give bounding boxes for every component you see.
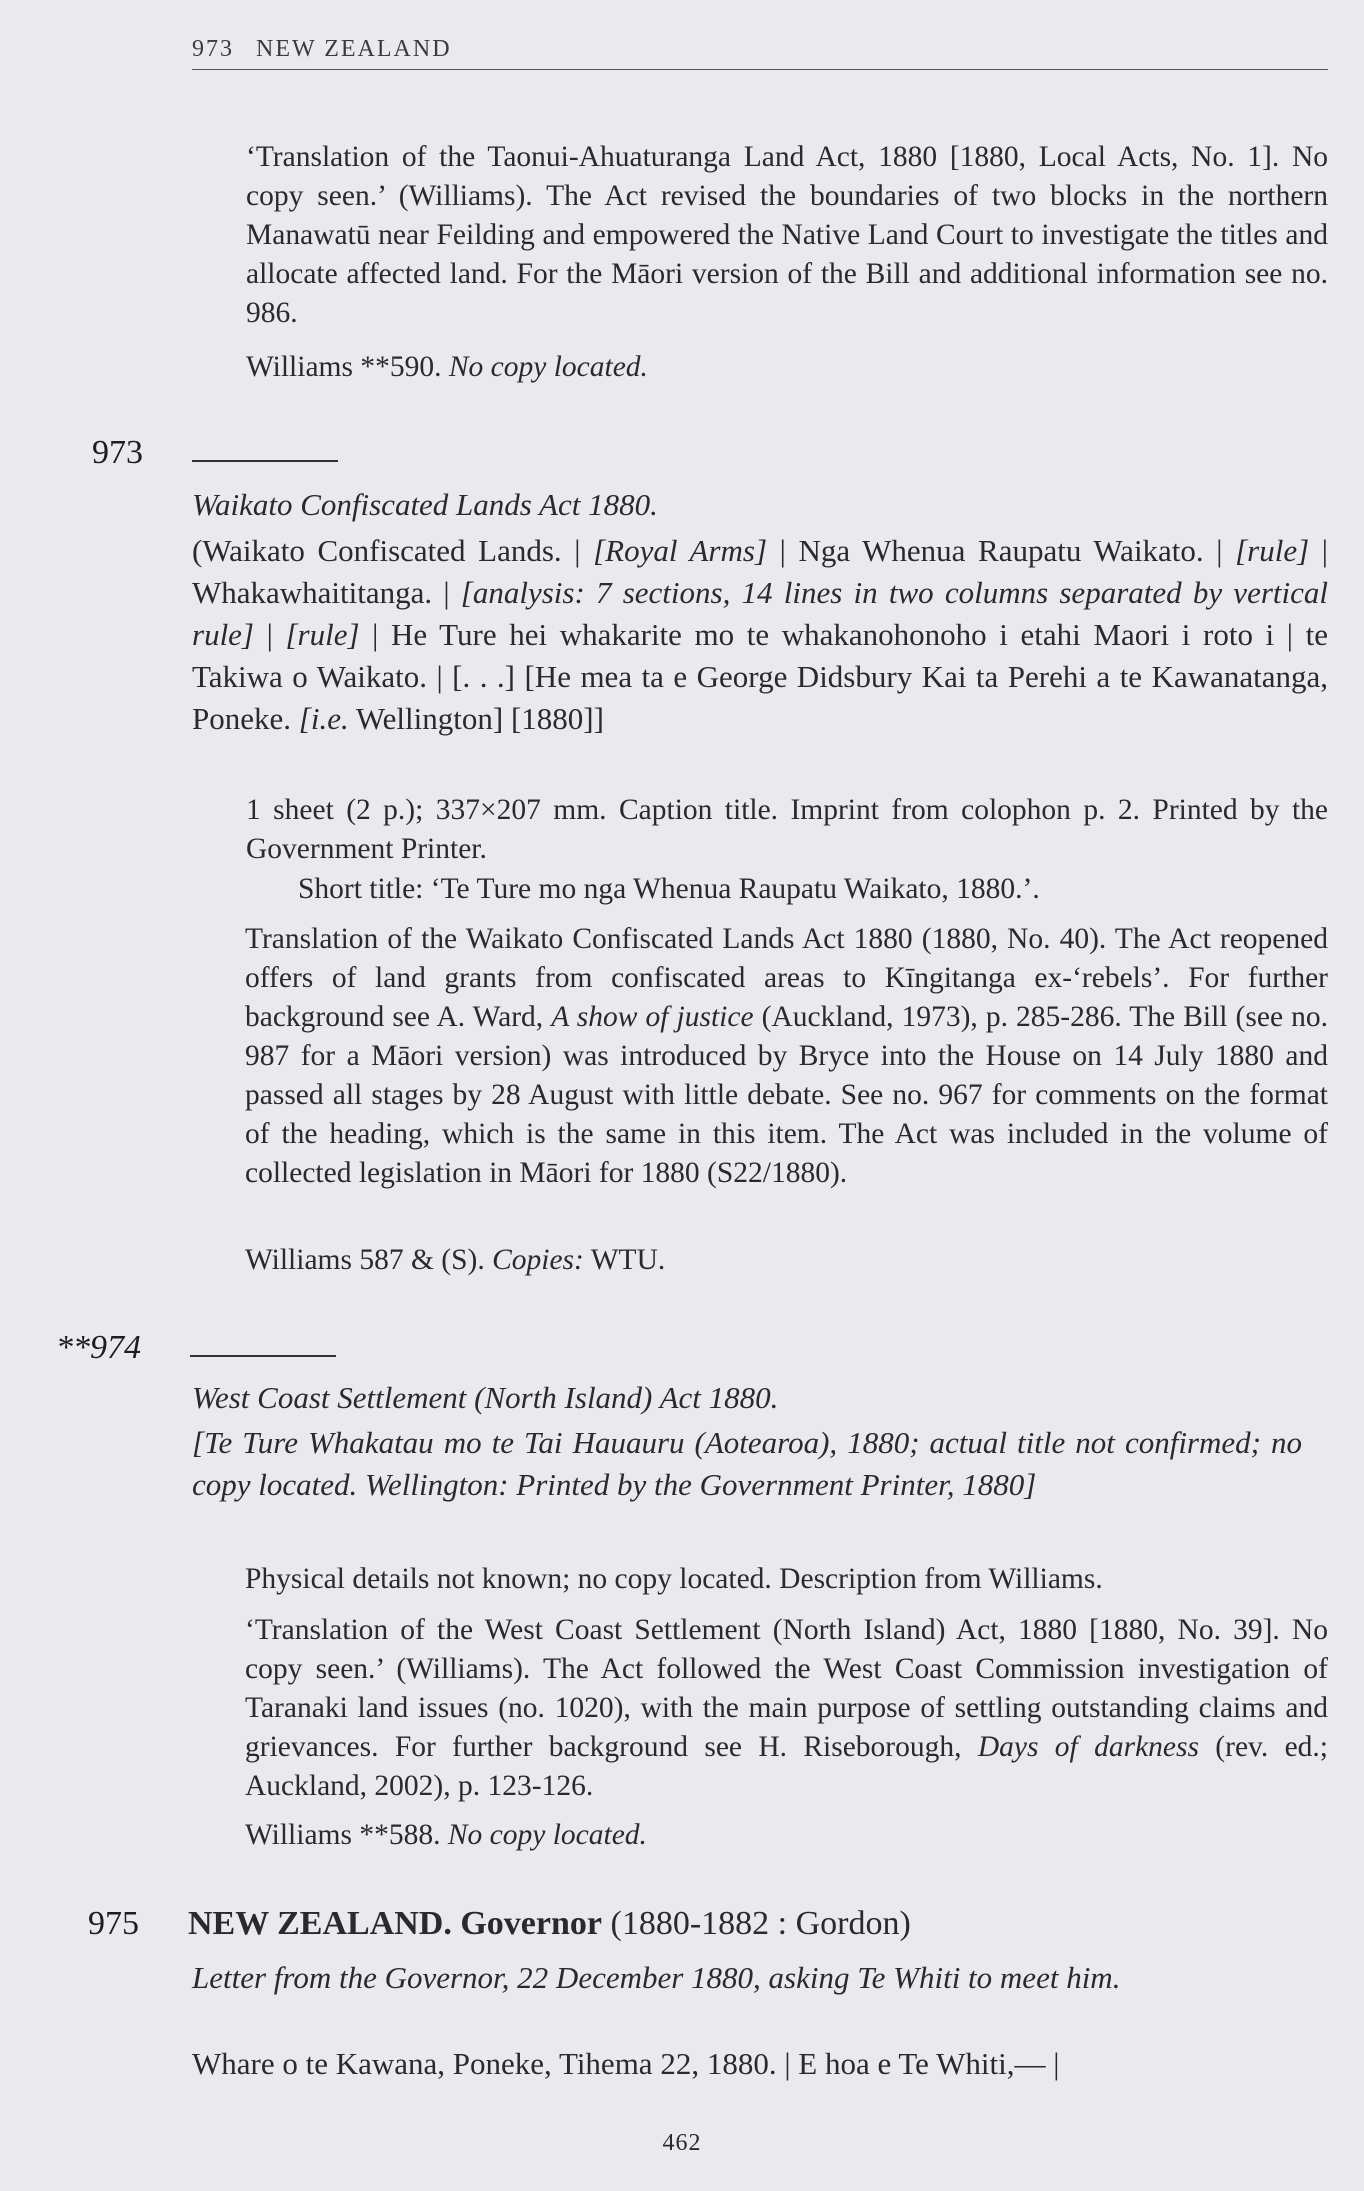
prev-entry-note: ‘Translation of the Taonui-Ahuaturanga Land Act, 1880 [1880, Local Acts, No. 1]. No copy seen.’ (Williams). The Act revised the boundaries of two blocks in the northern Manawatū near Feilding and empowered the Native Land Court to investigate the titles and allocate affected land. For the Māori version of the Bill and additional information see no. 986. xyxy=(246,141,1328,329)
prev-entry-ref-plain: Williams **590. xyxy=(246,351,442,383)
entry-973-title: Waikato Confiscated Lands Act 1880. xyxy=(192,487,658,522)
entry-973-transcription-segment: (Waikato Confiscated Lands. | xyxy=(192,533,594,568)
entry-974-note-segment: ‘Translation of the West Coast Settlement (North Island) Act, 1880 [1880, No. 39]. No copy seen.’ (Williams). The Act followed the West Coast Commission investigation of Taranaki land issues (no. 1020), with the main purpose of settling outstanding claims and grievances. For further background see H. Riseborough, xyxy=(245,1614,1328,1763)
entry-975-heading-bold: NEW ZEALAND. Governor xyxy=(188,1905,602,1942)
entry-974-transcription: [Te Ture Whakatau mo te Tai Hauauru (Aotearoa), 1880; actual title not confirmed; no copy located. Wellington: Printed by the Government Printer, 1880] xyxy=(192,1425,1302,1502)
prev-entry-reference xyxy=(246,348,1328,387)
entry-973-transcription-segment: [i.e. xyxy=(298,701,349,736)
entry-973-transcription-segment: | xyxy=(254,617,286,652)
entry-973-note-segment: Translation of the Waikato Confiscated Lands Act 1880 (1880, No. 40). The Act reopened offers of land grants from confiscated areas to Kīngitanga ex-‘rebels’. For further background see A. Ward, xyxy=(245,923,1328,1033)
entry-973-note-segment: A show of justice xyxy=(551,1001,754,1033)
entry-974-note-segment: (rev. ed.; Auckland, 2002), p. 123-126. xyxy=(245,1731,1329,1802)
entry-number-973: 973 xyxy=(92,434,143,471)
entry-974-ref-italic: No copy located. xyxy=(447,1819,647,1851)
running-head-title: NEW ZEALAND xyxy=(256,36,452,62)
entry-973-transcription-segment: | Whakawhaititanga. | xyxy=(192,533,1329,610)
entry-973-ref-plain: Williams 587 & (S). xyxy=(245,1244,485,1276)
entry-974-ref-plain: Williams **588. xyxy=(245,1819,441,1851)
entry-975-title: Letter from the Governor, 22 December 1880, asking Te Whiti to meet him. xyxy=(192,1960,1121,1995)
entry-973-physical: 1 sheet (2 p.); 337×207 mm. Caption title. Imprint from colophon p. 2. Printed by the Government Printer. xyxy=(246,794,1328,865)
entry-number-974: **974 xyxy=(56,1329,141,1366)
entry-number-975: 975 xyxy=(88,1905,139,1942)
entry-974-reference xyxy=(245,1816,1328,1855)
entry-973-transcription-segment: Wellington] [1880]] xyxy=(348,701,604,736)
entry-973-short-title: Short title: ‘Te Ture mo nga Whenua Raupatu Waikato, 1880.’. xyxy=(298,873,1040,905)
entry-975-transcription: Whare o te Kawana, Poneke, Tihema 22, 1880. | E hoa e Te Whiti,— | xyxy=(192,2046,1060,2081)
entry-973-ref-copies: WTU. xyxy=(590,1244,666,1276)
entry-973-transcription-segment: [rule] xyxy=(1235,533,1310,568)
entry-975-heading-plain: (1880-1882 : Gordon) xyxy=(610,1905,911,1942)
entry-974-note-segment: Days of darkness xyxy=(977,1731,1199,1763)
running-head xyxy=(192,36,1328,70)
entry-973-transcription-segment: [analysis: 7 sections, 14 lines in two columns separated by vertical rule] xyxy=(192,575,1328,652)
entry-974-rule xyxy=(190,1355,336,1357)
entry-974-physical: Physical details not known; no copy located. Description from Williams. xyxy=(245,1563,1103,1595)
entry-973-note-segment: (Auckland, 1973), p. 285-286. The Bill (see no. 987 for a Māori version) was introduced by Bryce into the House on 14 July 1880 and passed all stages by 28 August with little debate. See no. 967 for comments on the format of the heading, which is the same in this item. The Act was included in the volume of collected legislation in Māori for 1880 (S22/1880). xyxy=(245,1001,1328,1189)
entry-973-transcription-segment: | Nga Whenua Raupatu Waikato. | xyxy=(767,533,1236,568)
prev-entry-ref-italic: No copy located. xyxy=(448,351,648,383)
entry-973-rule xyxy=(192,460,338,462)
entry-973-transcription-segment: | He Ture hei whakarite mo te whakanohonoho i etahi Maori i roto i | te Takiwa o Waikato. | [. . .] [He mea ta e George Didsbury Kai ta Perehi a te Kawanatanga, Poneke. xyxy=(192,617,1328,736)
entry-973-note xyxy=(245,920,1328,1193)
running-head-number: 973 xyxy=(192,36,234,62)
entry-974-note xyxy=(245,1611,1328,1806)
page-folio: 462 xyxy=(662,2130,702,2156)
entry-973-reference xyxy=(245,1241,1328,1280)
entry-974-title: West Coast Settlement (North Island) Act 1880. xyxy=(192,1380,779,1415)
entry-975-heading xyxy=(188,1905,911,1943)
entry-973-transcription xyxy=(192,530,1328,740)
entry-973-transcription-segment: [rule] xyxy=(285,617,360,652)
entry-973-transcription-segment: [Royal Arms] xyxy=(593,533,768,568)
entry-973-ref-italic: Copies: xyxy=(492,1244,584,1276)
